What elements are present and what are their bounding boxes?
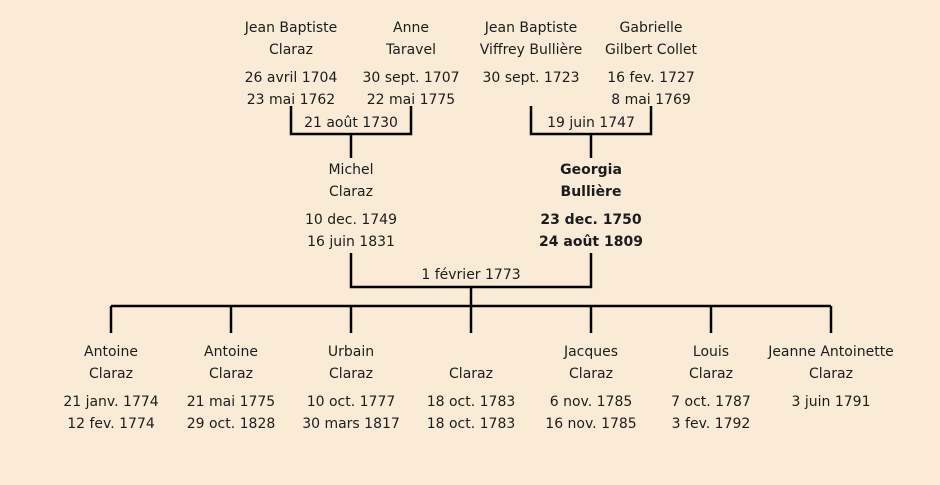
person-death-date: 29 oct. 1828 — [186, 416, 276, 432]
marriage-date-bulliere-collet: 19 juin 1747 — [547, 115, 635, 131]
person-death-date: 30 mars 1817 — [302, 416, 400, 432]
person-death-date: 18 oct. 1783 — [426, 416, 516, 432]
person-name-line1: Michel — [328, 162, 374, 178]
person-name-line1: Antoine — [204, 344, 258, 360]
person-birth-date: 6 nov. 1785 — [549, 394, 633, 410]
person-name-line2: Bullière — [560, 184, 622, 200]
person-death-date: 23 mai 1762 — [246, 92, 336, 108]
person-birth-date: 10 oct. 1777 — [306, 394, 396, 410]
person-georgia-bulliere — [506, 159, 676, 253]
person-birth-date: 23 dec. 1750 — [540, 212, 642, 228]
person-name-line1: Jean Baptiste — [484, 20, 578, 36]
person-birth-date: 16 fev. 1727 — [607, 70, 695, 86]
person-name-line2: Claraz — [329, 366, 373, 382]
person-birth-date: 21 mai 1775 — [186, 394, 276, 410]
person-name-line1: Jeanne Antoinette — [768, 344, 894, 360]
person-jeanne-antoinette-claraz — [746, 341, 916, 435]
person-birth-date: 10 dec. 1749 — [305, 212, 397, 228]
person-name-line2: Claraz — [209, 366, 253, 382]
person-birth-date: 30 sept. 1707 — [362, 70, 460, 86]
person-birth-date: 26 avril 1704 — [244, 70, 338, 86]
marriage-date-claraz-bulliere: 1 février 1773 — [421, 267, 521, 283]
person-name-line1: Georgia — [560, 162, 622, 178]
person-name-line2: Claraz — [329, 184, 373, 200]
person-name-line2: Gilbert Collet — [604, 42, 698, 58]
person-name-line2: Claraz — [89, 366, 133, 382]
person-name-line1: Urbain — [327, 344, 375, 360]
person-name-line2: Claraz — [809, 366, 853, 382]
person-name-line1: Anne — [393, 20, 429, 36]
person-name-line2: Claraz — [569, 366, 613, 382]
person-name-line1: Louis — [692, 344, 730, 360]
person-death-date: 8 mai 1769 — [611, 92, 691, 108]
person-name-line2: Claraz — [689, 366, 733, 382]
person-death-date: 22 mai 1775 — [366, 92, 456, 108]
person-death-date: 16 nov. 1785 — [545, 416, 637, 432]
person-name-line1: Jean Baptiste — [244, 20, 338, 36]
person-birth-date: 30 sept. 1723 — [482, 70, 580, 86]
person-birth-date: 7 oct. 1787 — [671, 394, 751, 410]
person-name-line1: Gabrielle — [619, 20, 683, 36]
person-birth-date: 3 juin 1791 — [791, 394, 871, 410]
person-name-line2: Viffrey Bullière — [479, 42, 583, 58]
person-birth-date: 18 oct. 1783 — [426, 394, 516, 410]
person-name-line2: Claraz — [269, 42, 313, 58]
person-name-line1: Antoine — [84, 344, 138, 360]
person-death-date: 3 fev. 1792 — [671, 416, 751, 432]
person-death-date: 16 juin 1831 — [307, 234, 395, 250]
person-death-date: 24 août 1809 — [539, 234, 643, 250]
person-gabrielle-gilbert-collet — [566, 17, 736, 111]
person-death-date — [746, 413, 916, 435]
person-birth-date: 21 janv. 1774 — [63, 394, 159, 410]
person-name-line1: Jacques — [563, 344, 619, 360]
person-name-line2: Claraz — [449, 366, 493, 382]
marriage-date-claraz-taravel: 21 août 1730 — [304, 115, 398, 131]
person-death-date: 12 fev. 1774 — [67, 416, 155, 432]
person-name-line2: Taravel — [386, 42, 436, 58]
person-michel-claraz — [266, 159, 436, 253]
